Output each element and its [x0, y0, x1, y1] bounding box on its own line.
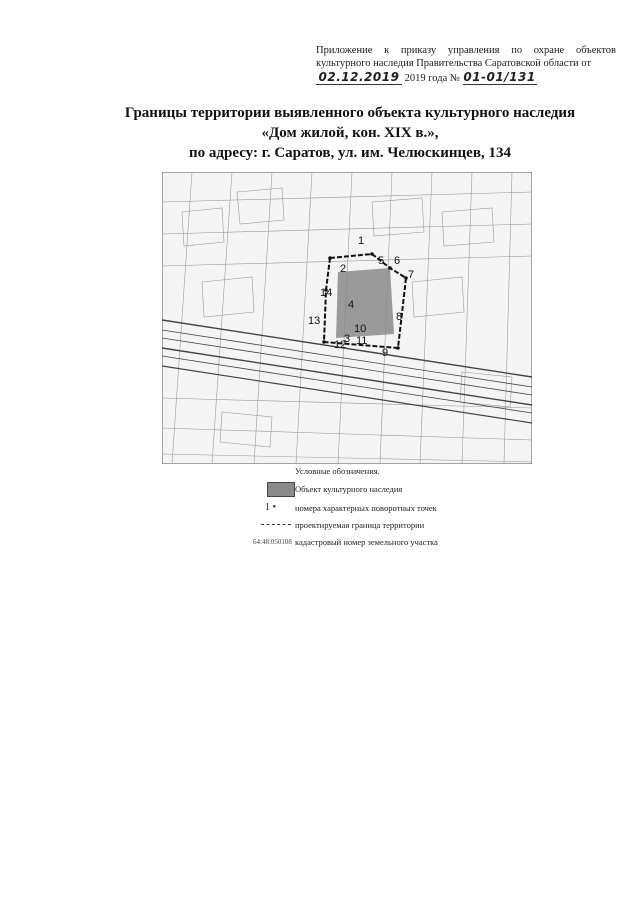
legend-label-cadastral: кадастровый номер земельного участка: [295, 537, 438, 547]
legend-row-cadastral: [243, 535, 503, 551]
point-label-10: 10: [354, 323, 367, 335]
point-label-1: 1: [358, 235, 365, 247]
cadastral-map: [162, 172, 532, 464]
map-drawing: [162, 172, 532, 464]
point-label-6: 6: [394, 255, 401, 267]
point-label-11: 11: [356, 335, 368, 347]
legend-row-boundary: [243, 518, 503, 534]
title-line-3: по адресу: г. Саратов, ул. им. Челюскинцев, 134: [189, 145, 511, 161]
point-label-7: 7: [408, 269, 415, 281]
legend-row-heritage-object: [243, 482, 503, 498]
document-title: [60, 103, 640, 163]
handwritten-order-number: 01-01/131: [463, 70, 536, 84]
point-label-4: 4: [348, 299, 355, 311]
title-line-2: «Дом жилой, кон. XIX в.»,: [261, 125, 439, 141]
point-label-14: 14: [320, 287, 333, 299]
legend-label-boundary: проектируемая граница территории: [295, 520, 425, 530]
year-text: 2019 года №: [404, 73, 460, 84]
title-line-1: Границы территории выявленного объекта культурного наследия: [124, 105, 576, 121]
legend-label-heritage-object: Объект культурного наследия: [295, 484, 403, 494]
legend-symbol-swatch: [253, 482, 287, 496]
legend-row-points: [243, 501, 503, 517]
point-label-13: 13: [308, 315, 321, 327]
order-appendix-note: [316, 44, 616, 85]
point-label-12: 12: [334, 339, 347, 351]
appendix-line-3: [316, 71, 616, 85]
point-label-3: 3: [344, 333, 351, 345]
appendix-line-1: Приложение к приказу управления по охране объектов: [316, 45, 616, 56]
appendix-line-2: культурного наследия Правительства Саратовской области от: [316, 58, 591, 69]
legend-point-symbol: 1 •: [265, 502, 277, 513]
legend-symbol-cadastral: [253, 535, 292, 549]
handwritten-date: 02.12.2019: [316, 71, 402, 85]
point-label-5: 5: [378, 255, 385, 267]
legend-symbol-boundary-line: [253, 518, 287, 532]
point-label-2: 2: [340, 263, 347, 275]
point-label-8: 8: [396, 311, 403, 323]
point-label-9: 9: [382, 347, 389, 359]
legend-title: Условные обозначения.: [295, 466, 380, 476]
legend-cadastral-symbol: 64:48:050108: [253, 538, 292, 546]
legend-symbol-point: [253, 501, 287, 515]
legend-label-points: номера характерных поворотных точек: [295, 503, 437, 513]
